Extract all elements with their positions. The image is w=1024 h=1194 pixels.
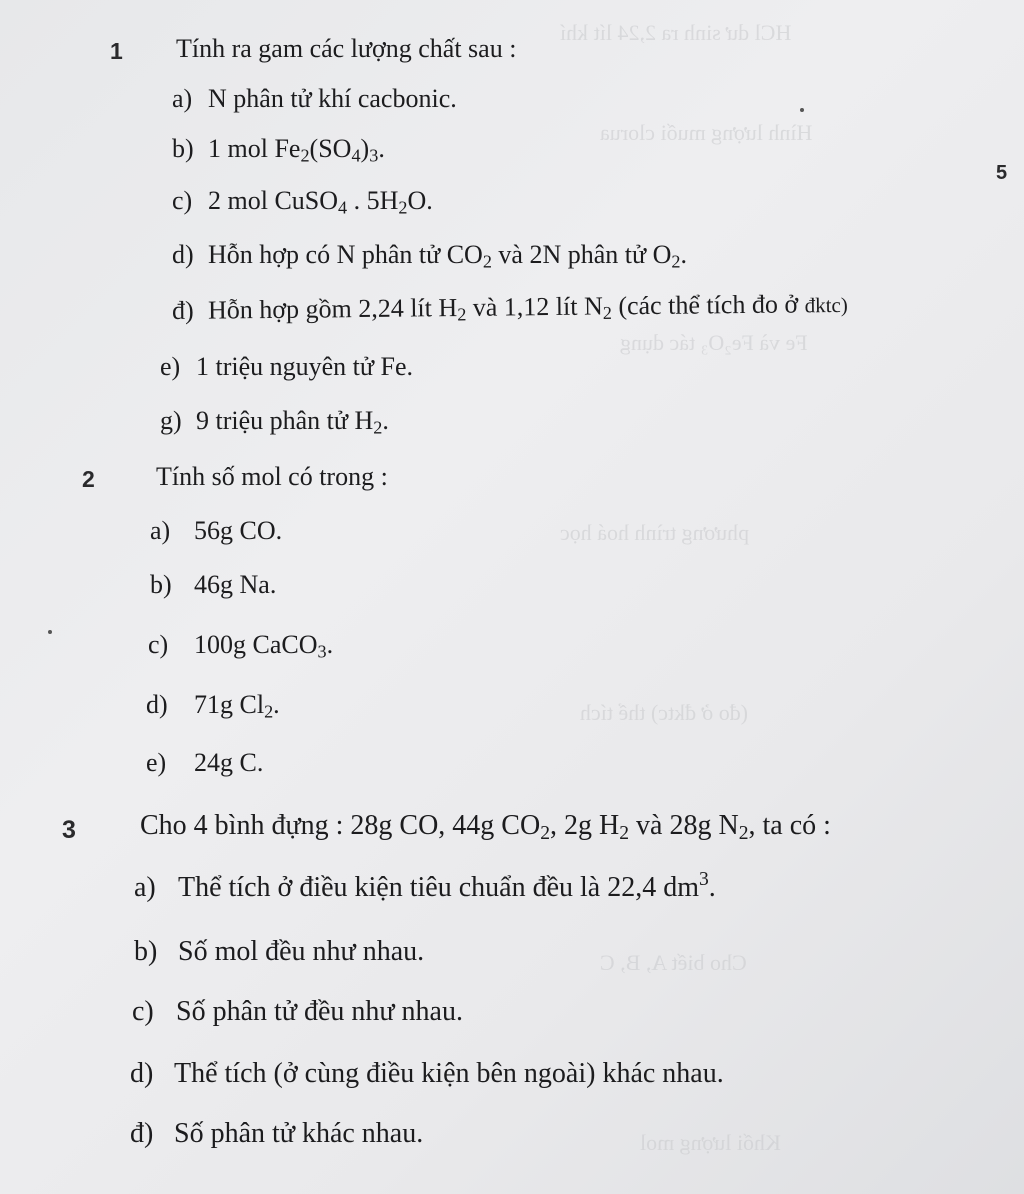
item-label: g) bbox=[160, 406, 182, 435]
item-text: Thể tích (ở cùng điều kiện bên ngoài) khác nhau. bbox=[174, 1058, 724, 1089]
item-text: Số mol đều như nhau. bbox=[178, 936, 425, 967]
item-label: c) bbox=[172, 186, 193, 215]
list-item bbox=[146, 748, 263, 778]
list-item bbox=[150, 570, 276, 600]
item-label: e) bbox=[146, 748, 167, 777]
item-text: N phân tử khí cacbonic. bbox=[208, 84, 457, 113]
item-label: a) bbox=[172, 84, 193, 113]
list-item bbox=[160, 352, 413, 382]
list-item bbox=[130, 1058, 724, 1090]
item-label: b) bbox=[134, 936, 158, 967]
item-label: c) bbox=[148, 630, 169, 659]
list-item bbox=[160, 406, 389, 436]
item-text: Thể tích ở điều kiện tiêu chuẩn đều là 22,4 $dm^3$. bbox=[178, 869, 716, 903]
item-text: 46g Na. bbox=[194, 570, 277, 599]
item-text: 2 mol CuSO$_4$ . $5H_2O$. bbox=[208, 186, 433, 218]
item-text: 9 triệu phân tử $H_2$. bbox=[196, 406, 389, 438]
page-number: 5 bbox=[996, 162, 1008, 184]
item-label: d) bbox=[172, 240, 194, 269]
list-item bbox=[172, 84, 457, 114]
list-item bbox=[134, 936, 424, 968]
item-text: Hỗn hợp gồm 2,24 lít $H_2$ và 1,12 lít $N_2$ (các thể tích đo ở đktc) bbox=[207, 289, 848, 325]
item-text: 56g CO. bbox=[194, 516, 283, 545]
item-label: đ) bbox=[171, 295, 194, 325]
list-item bbox=[146, 690, 280, 720]
item-label: đ) bbox=[130, 1118, 154, 1149]
item-label: a) bbox=[134, 872, 156, 903]
item-label: b) bbox=[172, 134, 194, 163]
item-label: a) bbox=[150, 516, 171, 545]
item-text: 1 triệu nguyên tử Fe. bbox=[196, 352, 414, 381]
list-item bbox=[150, 516, 282, 546]
item-label: e) bbox=[160, 352, 181, 381]
list-item bbox=[172, 289, 848, 326]
question-number: 2 bbox=[82, 466, 95, 492]
question-text: Tính số mol có trong : bbox=[156, 462, 388, 491]
list-item bbox=[172, 134, 385, 164]
item-label: d) bbox=[130, 1058, 154, 1089]
list-item bbox=[172, 186, 433, 216]
item-text: Số phân tử khác nhau. bbox=[174, 1118, 424, 1149]
speck bbox=[800, 108, 804, 112]
textbook-page: HCl dư sinh ra 2,24 lít khí Hình lượng muối clorua Fe và Fe₂O₃ tác dụng phương trình hoá học (đo ở đktc) thể tích Cho biết A, B, C Khối lượng mol 5 1 Tính ra gam các lượng chất sau : a) N phân tử khí cacbonic. b) 1 mol $Fe_2(SO_4)_3$. c) 2 mol CuSO$_4$ . $5H_2O$. d) Hỗn hợp có N phân tử $CO_2$ và 2N phân tử $O_2$. đ) Hỗn hợp gồm 2,24 lít $H_2$ và 1,12 lít $N_2$ (các thể tích đo ở đktc) e) 1 triệu nguyên tử Fe. g) 9 triệu phân tử $H_2$. 2 Tính số mol có trong : a) 56g CO. b) 46g Na. c) 100g CaCO$_3$. d) 71g $Cl_2$. e) 24g C. 3 Cho 4 bình đựng : 28g CO, 44g $CO_2$, 2g $H_2$ và 28g $N_2$, ta có : a) Thể tích ở điều kiện tiêu chuẩn đều là 22,4 $dm^3$. b) Số mol đều như nhau. c) Số phân tử đều như nhau. d) Thể tích (ở cùng điều kiện bên ngoài) khác nhau. đ) Số phân tử khác nhau. bbox=[0, 0, 1024, 1194]
question-text: Tính ra gam các lượng chất sau : bbox=[176, 34, 517, 63]
list-item bbox=[148, 630, 333, 660]
list-item bbox=[172, 240, 687, 270]
item-text: Hỗn hợp có N phân tử $CO_2$ và 2N phân tử $O_2$. bbox=[208, 240, 687, 272]
item-text: 100g CaCO$_3$. bbox=[194, 630, 334, 662]
list-item bbox=[132, 996, 463, 1028]
list-item bbox=[134, 869, 716, 904]
list-item bbox=[130, 1118, 423, 1150]
question-number: 3 bbox=[62, 816, 76, 844]
question-number: 1 bbox=[110, 38, 123, 64]
item-text: Số phân tử đều như nhau. bbox=[176, 996, 463, 1027]
item-label: b) bbox=[150, 570, 172, 599]
item-text: 24g C. bbox=[194, 748, 264, 777]
item-text: 1 mol $Fe_2(SO_4)_3$. bbox=[208, 134, 385, 166]
speck bbox=[48, 630, 52, 634]
item-label: d) bbox=[146, 690, 168, 719]
item-label: c) bbox=[132, 996, 154, 1027]
question-text: Cho 4 bình đựng : 28g CO, 44g $CO_2$, 2g $H_2$ và 28g $N_2$, ta có : bbox=[140, 810, 831, 844]
item-text: 71g $Cl_2$. bbox=[194, 690, 280, 722]
